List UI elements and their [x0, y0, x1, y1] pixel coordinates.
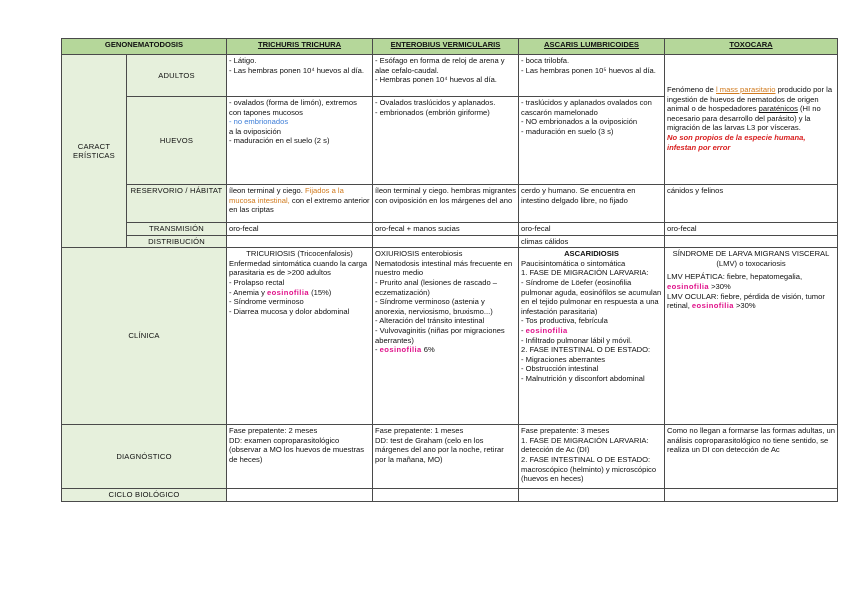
label-distribucion: DISTRIBUCIÓN: [127, 235, 227, 248]
row-diagnostico: [62, 425, 838, 489]
toxocara-link[interactable]: l mass parasitario: [716, 85, 776, 94]
row-adultos: [62, 55, 838, 97]
header-title: GENONEMATODOSIS: [62, 39, 227, 55]
label-adultos: ADULTOS: [127, 55, 227, 97]
clinica-toxocara: SÍNDROME DE LARVA MIGRANS VISCERAL (LMV) o toxocariosis LMV HEPÁTICA: fiebre, hepatomegalia, eosinofilia >30% LMV OCULAR: fiebre, pérdida de visión, tumor retinal, eosinofilia >30%: [665, 248, 838, 425]
transmision-trichuris: oro-fecal: [227, 223, 373, 236]
label-clinica: CLÍNICA: [62, 248, 227, 425]
label-reservorio: RESERVORIO / HÁBITAT: [127, 185, 227, 223]
label-diagnostico: DIAGNÓSTICO: [62, 425, 227, 489]
ciclo-ascaris: [519, 489, 665, 502]
transmision-ascaris: oro-fecal: [519, 223, 665, 236]
header-enterobius[interactable]: ENTEROBIUS VERMICULARIS: [390, 40, 501, 49]
header-trichuris[interactable]: TRICHURIS TRICHURA: [257, 40, 342, 49]
distribucion-trichuris: [227, 235, 373, 248]
ciclo-toxocara: [665, 489, 838, 502]
distribucion-toxocara: [665, 235, 838, 248]
reservorio-trichuris: íleon terminal y ciego. Fijados a la mucosa intestinal, con el extremo anterior en las criptas: [227, 185, 373, 223]
diagnostico-trichuris: Fase prepatente: 2 meses DD: examen coproparasitológico (observar a MO los huevos de muestras de heces): [227, 425, 373, 489]
diagnostico-toxocara: Como no llegan a formarse las formas adultas, un análisis coproparasitológico no tiene sentido, se realiza un DI con detección de Ac: [665, 425, 838, 489]
reservorio-enterobius: íleon terminal y ciego. hembras migrantes con oviposición en los márgenes del ano: [373, 185, 519, 223]
toxocara-caracteristicas: Fenómeno de l mass parasitario producido por la ingestión de huevos de nematodos de origen animal o de hospedadores paraténicos (HI no necesario para desarrollo del parásito) y la migración de las larvas L3 por vísceras. No son propios de la especie humana, infestan por error: [665, 55, 838, 185]
row-reservorio: [62, 185, 838, 223]
eosinofilia-tag: eosinofilia: [267, 287, 309, 297]
diagnostico-enterobius: Fase prepatente: 1 meses DD: test de Graham (celo en los márgenes del ano por la noche, retirar por la mañana, MO): [373, 425, 519, 489]
ciclo-enterobius: [373, 489, 519, 502]
label-transmision: TRANSMISIÓN: [127, 223, 227, 236]
row-transmision: [62, 223, 838, 236]
genonematodosis-table: [61, 38, 838, 502]
huevos-trichuris: - ovalados (forma de limón), extremos con tapones mucosos - no embrionados a la oviposición - maduración en el suelo (2 s): [227, 97, 373, 185]
reservorio-toxocara: cánidos y felinos: [665, 185, 838, 223]
adultos-ascaris: - boca trilobfa. - Las hembras ponen 10⁵ huevos al día.: [519, 55, 665, 97]
label-caracteristicas: CARACT ERÍSTICAS: [62, 55, 127, 248]
clinica-ascaris: ASCARIDIOSIS Paucisintomática o sintomática 1. FASE DE MIGRACIÓN LARVARIA: - Síndrome de Löefer (eosinofilia pulmonar aguda, eosinófilos se acumulan en el tejido pulmonar en respuesta a una infestación parasitaria) - Tos productiva, febrícula - eosinofilia - Infiltrado pulmonar lábil y móvil. 2. FASE INTESTINAL O DE ESTADO: - Migraciones aberrantes - Obstrucción intestinal - Malnutrición y disconfort abdominal: [519, 248, 665, 425]
ciclo-trichuris: [227, 489, 373, 502]
clinica-enterobius: OXIURIOSIS enterobiosis Nematodosis intestinal más frecuente en nuestro medio - Prurito anal (lesiones de rascado – eczematización) - Síndrome verminoso (astenia y anorexia, nerviosismo, bruxismo...) - Alteración del tránsito intestinal - Vulvovaginitis (niñas por migraciones aberrantes) - eosinofilia 6%: [373, 248, 519, 425]
row-ciclo: [62, 489, 838, 502]
transmision-toxocara: oro-fecal: [665, 223, 838, 236]
adultos-enterobius: - Esófago en forma de reloj de arena y alae cefalo-caudal. - Hembras ponen 10⁴ huevos al día.: [373, 55, 519, 97]
row-distribucion: [62, 235, 838, 248]
header-row: [62, 39, 838, 55]
label-ciclo: CICLO BIOLÓGICO: [62, 489, 227, 502]
toxocara-warning: No son propios de la especie humana, infestan por error: [667, 132, 806, 152]
eosinofilia-tag: eosinofilia: [667, 281, 709, 291]
header-toxocara[interactable]: TOXOCARA: [729, 40, 773, 49]
adultos-trichuris: - Látigo. - Las hembras ponen 10⁴ huevos al día.: [227, 55, 373, 97]
clinica-trichuris: TRICURIOSIS (Tricocenfalosis) Enfermedad sintomática cuando la carga parasitaria es de >200 adultos - Prolapso rectal - Anemia y eosinofilia (15%) - Síndrome verminoso - Diarrea mucosa y dolor abdominal: [227, 248, 373, 425]
header-ascaris[interactable]: ASCARIS LUMBRICOIDES: [544, 40, 639, 49]
eosinofilia-tag: eosinofilia: [379, 345, 422, 355]
eosinofilia-tag: eosinofilia: [691, 301, 734, 311]
row-clinica: [62, 248, 838, 425]
eosinofilia-tag: eosinofilia: [525, 325, 568, 335]
label-huevos: HUEVOS: [127, 97, 227, 185]
distribucion-ascaris: climas cálidos: [519, 235, 665, 248]
distribucion-enterobius: [373, 235, 519, 248]
diagnostico-ascaris: Fase prepatente: 3 meses 1. FASE DE MIGRACIÓN LARVARIA: detección de Ac (DI) 2. FASE INTESTINAL O DE ESTADO: macroscópico (helminto) y microscópico (huevos en heces): [519, 425, 665, 489]
huevos-ascaris: - traslúcidos y aplanados ovalados con cascarón mamelonado - NO embrionados a la oviposición - maduración en suelo (3 s): [519, 97, 665, 185]
reservorio-ascaris: cerdo y humano. Se encuentra en intestino delgado libre, no fijado: [519, 185, 665, 223]
transmision-enterobius: oro-fecal + manos sucias: [373, 223, 519, 236]
huevos-enterobius: - Ovalados traslúcidos y aplanados. - embrionados (embrión giriforme): [373, 97, 519, 185]
